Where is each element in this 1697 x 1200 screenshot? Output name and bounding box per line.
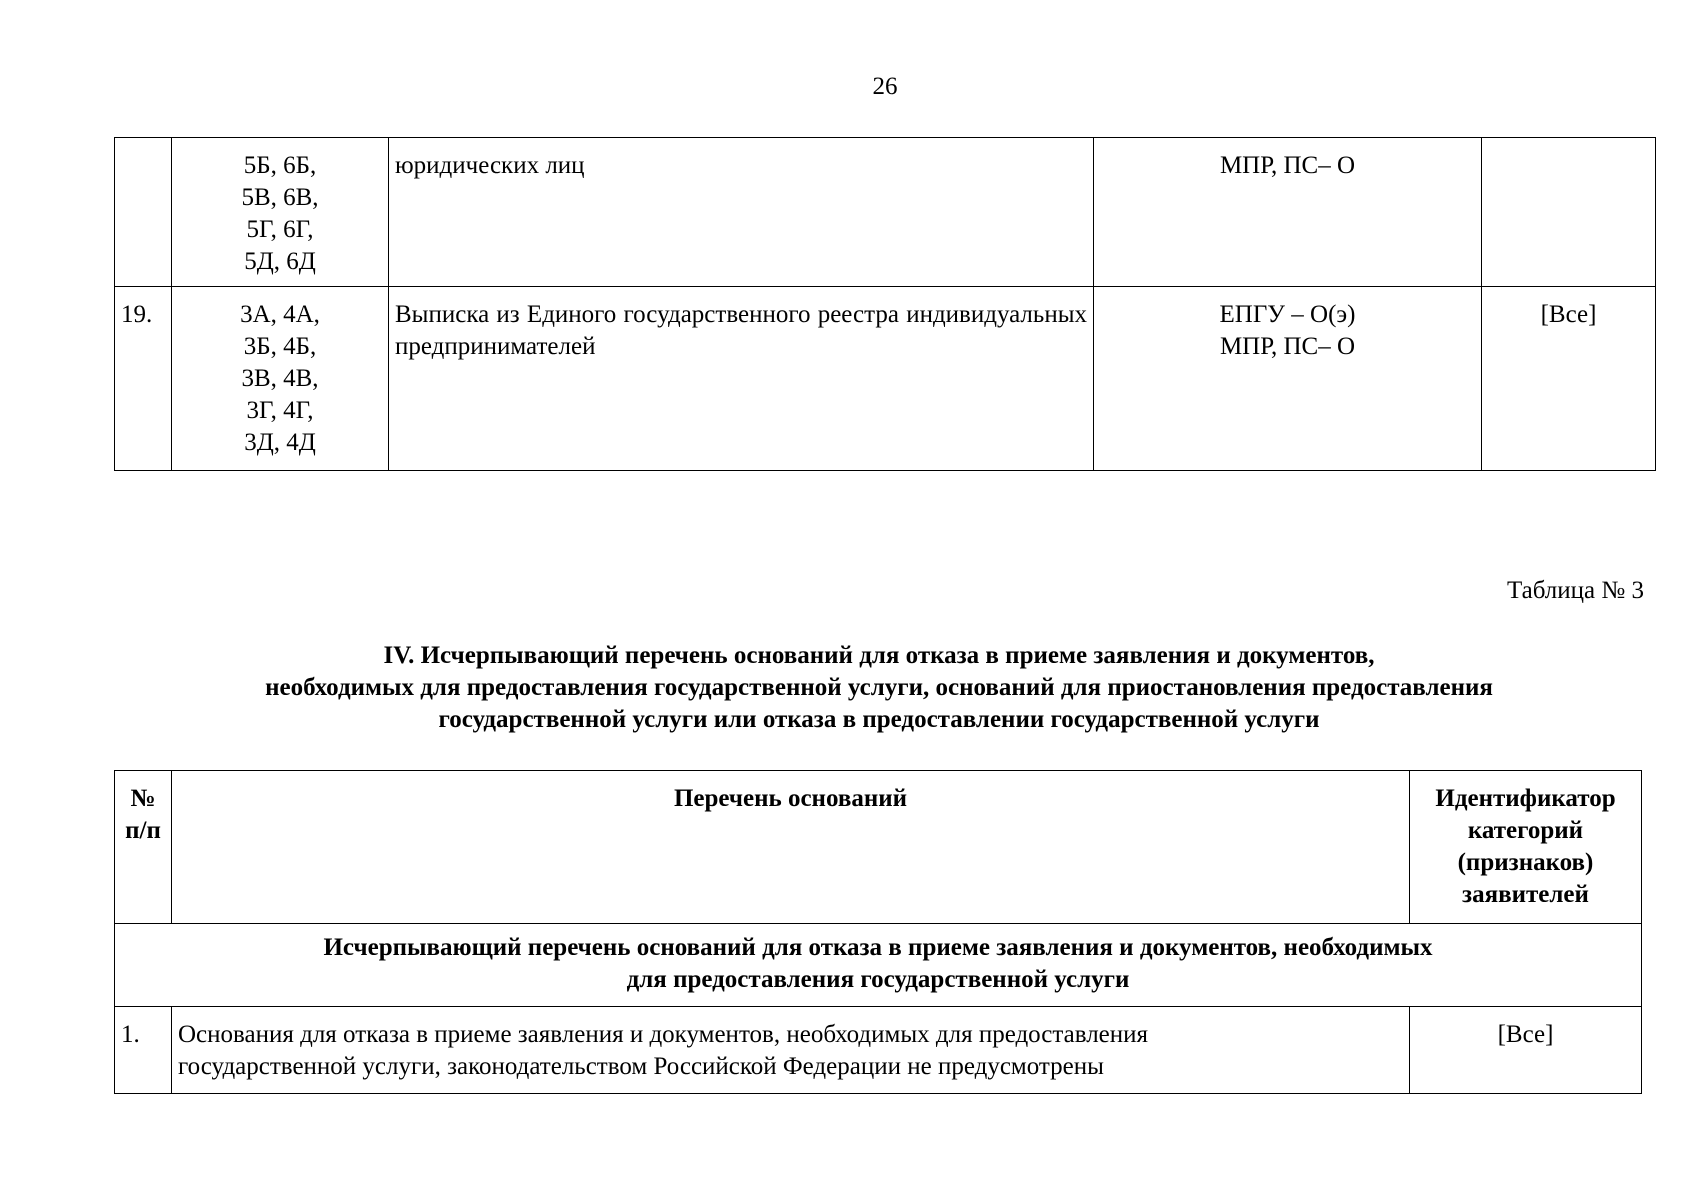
- header-number: № п/п: [115, 771, 172, 924]
- page-number: 26: [872, 73, 898, 100]
- applicant-codes: 3А, 4А, 3Б, 4Б, 3В, 4В, 3Г, 4Г, 3Д, 4Д: [172, 287, 389, 471]
- section-title: IV. Исчерпывающий перечень оснований для отказа в приеме заявления и документов, необходимых для предоставления государственной услуги, оснований для приостановления предоставления государственной услуги или отказа в предоставлении государственной услуги: [265, 642, 1493, 733]
- header-reasons: Перечень оснований: [172, 771, 1410, 924]
- table-row: [115, 138, 1656, 287]
- row-number: 1.: [115, 1007, 172, 1094]
- category-id: [1482, 138, 1656, 287]
- reason-text: Основания для отказа в приеме заявления и документов, необходимых для предоставления государственной услуги, законодательством Российской Федерации не предусмотрены: [172, 1007, 1410, 1094]
- document-source: МПР, ПС– О: [1094, 138, 1482, 287]
- table-subheader: [115, 924, 1642, 1007]
- table-row: [115, 1007, 1642, 1094]
- table-row: [115, 287, 1656, 471]
- subheader-cell: Исчерпывающий перечень оснований для отказа в приеме заявления и документов, необходимых для предоставления государственной услуги: [115, 924, 1642, 1007]
- row-number: 19.: [115, 287, 172, 471]
- category-id: [Все]: [1482, 287, 1656, 471]
- category-id: [Все]: [1410, 1007, 1642, 1094]
- documents-table-continued: [114, 137, 1656, 471]
- document-description: юридических лиц: [389, 138, 1094, 287]
- document-description: Выписка из Единого государственного реестра индивидуальных предпринимателей: [389, 287, 1094, 471]
- table-header: [115, 771, 1642, 924]
- row-number: [115, 138, 172, 287]
- table-caption: Таблица № 3: [1506, 577, 1644, 604]
- document-source: ЕПГУ – О(э) МПР, ПС– О: [1094, 287, 1482, 471]
- refusal-grounds-table: [114, 770, 1642, 1094]
- header-identifier: Идентификатор категорий (признаков) заявителей: [1410, 771, 1642, 924]
- applicant-codes: 5Б, 6Б, 5В, 6В, 5Г, 6Г, 5Д, 6Д: [172, 138, 389, 287]
